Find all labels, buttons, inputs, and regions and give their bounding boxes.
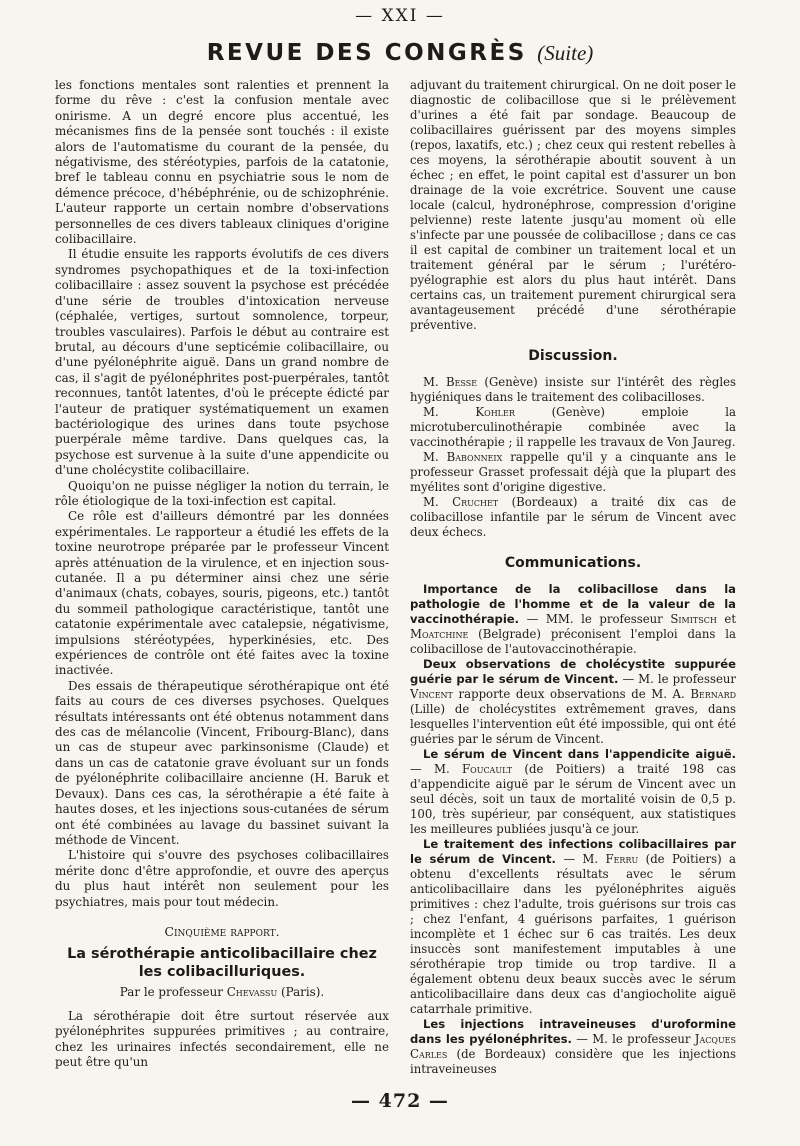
left-column [55,78,389,1070]
communication-title: Le traitement des infections colibacillaires par le sérum de Vincent. [410,837,736,866]
communication-text: — M. le professeur [576,1032,691,1046]
discussion-text: rappelle qu'il y a cinquante ans le professeur Grasset professait déjà que la plupart des myélites sont d'origine digestive. [410,450,736,494]
communication-text: — M. le professeur [622,672,736,686]
discussion-text: (Genève) insiste sur l'intérêt des règles hygiéniques dans le traitement des colibacilloses. [410,375,737,404]
communication-item [410,582,736,657]
page-roman-numeral: — XXI — [355,6,445,26]
communication-text: — MM. le professeur [526,612,663,626]
rapport-title: La sérothérapie anticolibacillaire chez les colibacilluriques. [67,946,377,981]
rapport-author-prefix: Par le professeur [119,985,223,1000]
right-column [410,78,736,1077]
discussion-heading: Discussion. [528,348,618,364]
paragraph: les fonctions mentales sont ralenties et prennent la forme du rêve : c'est la confusion mentale avec onirisme. A un degré encore plus accentué, les mécanismes fins de la pensée sont touchés : il existe alors de l'automatisme du courant de la pensée, du négativisme, des stéréotypies, parfois de la catatonie, bref le tableau connu en psychiatrie sous le nom de démence précoce, d'hébéphrénie, ou de schizophrénie. L'auteur rapporte un certain nombre d'observations personnelles de ces divers tableaux cliniques d'origine colibacillaire. [55,78,389,247]
paragraph: adjuvant du traitement chirurgical. On ne doit poser le diagnostic de colibacillose que si le prélèvement d'urines a été fait par sondage. Beaucoup de colibacillaires guérissent par des moyens simples (repos, laxatifs, etc.) ; chez ceux qui restent rebelles à ces moyens, la sérothérapie aboutit souvent à un échec ; en effet, le point capital est d'assurer un bon drainage de la voie excrétrice. Souvent une cause locale (calcul, hydronéphrose, compression d'origine pelvienne) reste latente jusqu'au moment où elle s'infecte par une poussée de colibacillose ; dans ce cas il est capital de combiner un traitement local et un traitement général par le sérum ; l'urétéro-pyélographie est alors du plus haut intérêt. Dans certains cas, un traitement purement chirurgical sera avantageusement précédé d'une sérothérapie préventive. [410,78,736,332]
communication-text: (Belgrade) préconisent l'emploi dans la colibacillose de l'autovaccinothérapie. [410,627,736,656]
page-title [0,40,800,66]
author-name: Bernard [690,687,737,701]
page-number: — 472 — [351,1090,449,1112]
communication-title: Deux observations de cholécystite suppurée guérie par le sérum de Vincent. [410,657,736,686]
page-title-suffix: (Suite) [537,41,594,65]
author-name: Ferru [605,852,639,866]
speaker-name: Babonneix [446,450,503,464]
discussion-text: (Genève) emploie la microtuberculinothérapie combinée avec la vaccinothérapie ; il rappelle les travaux de Von Jaureg. [410,405,736,449]
communication-text: — M. [563,852,599,866]
author-name: Foucault [462,762,513,776]
discussion-item: M. Besse (Genève) insiste sur l'intérêt des règles hygiéniques dans le traitement des colibacilloses. [410,375,737,404]
communication-item [410,837,736,1017]
discussion-item: M. Kohler (Genève) emploie la microtuberculinothérapie combinée avec la vaccinothérapie ; il rappelle les travaux de Von Jaureg. [410,405,736,449]
communication-text: (de Bordeaux) considère que les injections intraveineuses [410,1047,736,1076]
paragraph: La sérothérapie doit être surtout réservée aux pyélonéphrites suppurées primitives ; au contraire, chez les urinaires infectés secondairement, elle ne peut être qu'un [55,1008,389,1069]
communication-item [410,747,736,837]
page-title-main: REVUE DES CONGRÈS [206,40,527,66]
paragraph: L'histoire qui s'ouvre des psychoses colibacillaires mérite donc d'être approfondie, et ouvre des aperçus du plus haut intérêt non seulement pour les psychiatres, mais pour tout médecin. [55,848,389,909]
author-name: Jacques Carles [410,1032,737,1061]
communication-title: Le sérum de Vincent dans l'appendicite aiguë. [423,747,736,761]
author-name: Vincent [410,687,453,701]
communication-text: et [724,612,737,626]
rapport-number: Cinquième rapport. [164,923,280,939]
communication-item [410,1017,736,1077]
speaker-name: Kohler [475,405,515,419]
author-name: Moatchine [410,627,469,641]
speaker-name: Cruchet [452,495,499,509]
communication-text: rapporte deux observations de M. A. [458,687,685,701]
communication-title: Les injections intraveineuses d'uroformine dans les pyélonéphrites. [410,1017,736,1046]
rapport-author-name: Chevassu [226,985,278,1000]
speaker-name: Besse [445,375,478,389]
rapport-author [55,985,389,1000]
author-name: Simitsch [670,612,717,626]
discussion-item: M. Babonneix rappelle qu'il y a cinquante ans le professeur Grasset professait déjà que la plupart des myélites sont d'origine digestive. [410,450,736,494]
communication-text: (Lille) de cholécystites extrêmement graves, dans lesquelles l'intervention eût été impossible, qui ont été guéries par le sérum de Vincent. [410,702,736,746]
paragraph: Des essais de thérapeutique sérothérapique ont été faits au cours de ces diverses psychoses. Quelques résultats intéressants ont été obtenus notamment dans des cas de mélancolie (Vincent, Fribourg-Blanc), dans un cas de stupeur avec parkinsonisme (Claude) et dans un cas de catatonie grave évoluant sur un fonds de pyélonéphrite colibacillaire ancienne (H. Baruk et Devaux). Dans ces cas, la sérothérapie a été faite à hautes doses, et les injections sous-cutanées de sérum ont été combinées au lavage du bassinet suivant la méthode de Vincent. [55,678,389,847]
discussion-item: M. Cruchet (Bordeaux) a traité dix cas de colibacillose infantile par le sérum de Vincent avec deux échecs. [410,495,737,539]
discussion-text: (Bordeaux) a traité dix cas de colibacillose infantile par le sérum de Vincent avec deux échecs. [410,495,737,539]
communication-text: (de Poitiers) a traité 198 cas d'appendicite aiguë par le sérum de Vincent avec un seul décès, soit un taux de mortalité voisin de 0,5 p. 100, très supérieur, par conséquent, aux statistiques les meilleures publiées jusqu'à ce jour. [410,762,737,836]
rapport-author-place: (Paris). [280,985,325,1000]
communication-text: — M. [410,762,450,776]
communication-item [410,657,736,747]
communication-title: Importance de la colibacillose dans la pathologie de l'homme et de la valeur de la vaccinothérapie. [410,582,736,626]
paragraph: Ce rôle est d'ailleurs démontré par les données expérimentales. Le rapporteur a étudié les effets de la toxine neurotrope préparée par le professeur Vincent après atténuation de la virulence, et en injection sous-cutanée. Il a pu déterminer ainsi chez une série d'animaux (chats, cobayes, souris, pigeons, etc.) tantôt du sommeil pathologique caractéristique, tantôt une catatonie expérimentale avec catalepsie, négativisme, impulsions stéréotypées, hyperkinésies, etc. Des expériences de contrôle ont été faites avec la toxine inactivée. [55,509,389,678]
communication-text: (de Poitiers) a obtenu d'excellents résultats avec le sérum anticolibacillaire dans les pyélonéphrites aiguës primitives : chez l'adulte, trois guérisons sur trois cas ; chez l'enfant, 4 guérisons parfaites, 1 guérison incomplète et 1 échec sur 6 cas traités. Les deux insuccès sont manifestement imputables à une sérothérapie trop timide ou trop tardive. Il a également obtenu deux beaux succès avec le sérum anticolibacillaire dans deux cas d'angiocholite aiguë catarrhale primitive. [410,852,737,1016]
communications-heading: Communications. [504,555,642,571]
paragraph: Il étudie ensuite les rapports évolutifs de ces divers syndromes psychopathiques et de la toxi-infection colibacillaire : assez souvent la psychose est précédée d'une série de troubles d'intoxication nerveuse (céphalée, vertiges, surtout somnolence, torpeur, troubles vasculaires). Parfois le début au contraire est brutal, au décours d'une septicémie colibacillaire, ou d'une pyélonéphrite aiguë. Dans un grand nombre de cas, il s'agit de pyélonéphrites post-puerpérales, tantôt reconnues, tantôt latentes, d'où le précepte édicté par l'auteur de pratiquer systématiquement un examen bactériologique des urines dans toute psychose puerpérale même tardive. Dans quelques cas, la psychose est survenue à la suite d'une appendicite ou d'une cholécystite colibacillaire. [55,247,389,478]
paragraph: Quoiqu'on ne puisse négliger la notion du terrain, le rôle étiologique de la toxi-infection est capital. [55,478,389,508]
